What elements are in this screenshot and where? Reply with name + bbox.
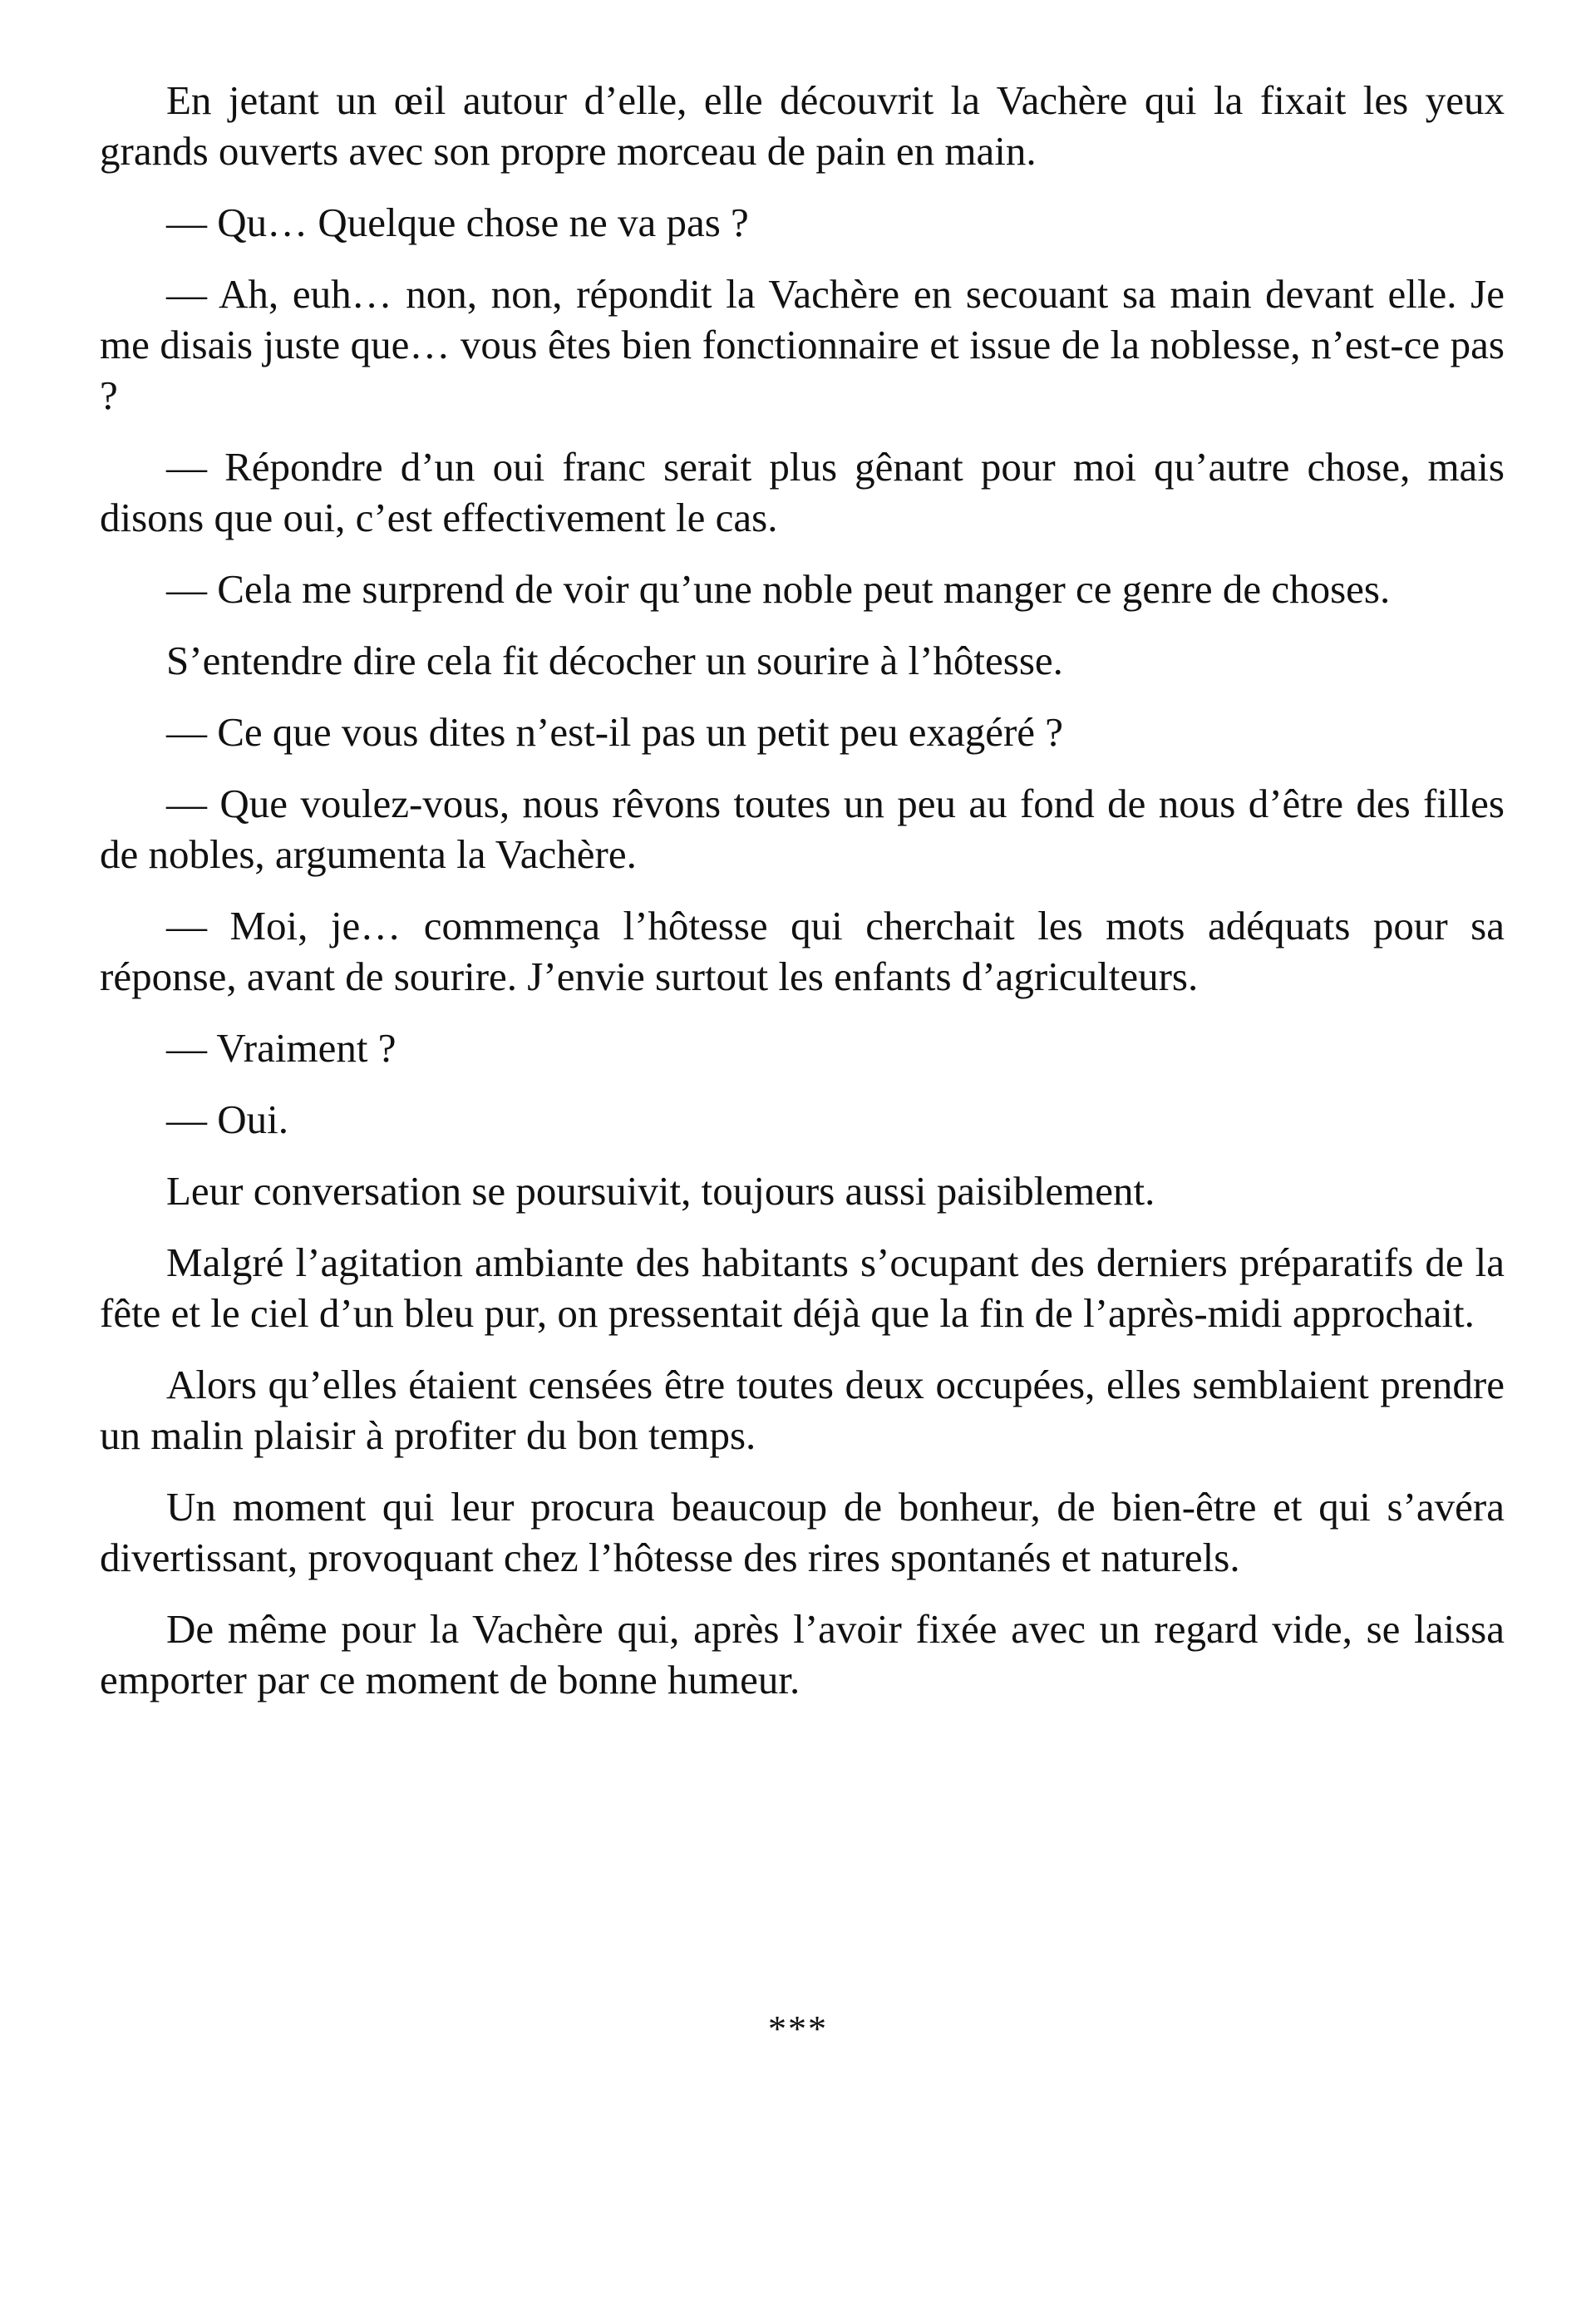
dialogue-line-5: — Cela me surprend de voir qu’une noble peut manger ce genre de choses. (166, 566, 1391, 612)
paragraph-13: Malgré l’agitation ambiante des habitants s’ocupant des derniers préparatifs de la fête et le ciel d’un bleu pur, on pressentait déjà que la fin de l’après-midi approchait. (100, 1239, 1505, 1336)
dialogue-line-4: — Répondre d’un oui franc serait plus gênant pour moi qu’autre chose, mais disons que oui, c’est effectivement le cas. (100, 444, 1505, 540)
dialogue-line-10: — Vraiment ? (166, 1025, 397, 1071)
dialogue-line-7: — Ce que vous dites n’est-il pas un petit peu exagéré ? (166, 709, 1064, 755)
dialogue-line-3: — Ah, euh… non, non, répondit la Vachère en secouant sa main devant elle. Je me disais juste que… vous êtes bien fonctionnaire et issue de la noblesse, n’est-ce pas ? (100, 271, 1505, 418)
paragraph-6: S’entendre dire cela fit décocher un sourire à l’hôtesse. (166, 638, 1063, 683)
dialogue-line-8: — Que voulez-vous, nous rêvons toutes un peu au fond de nous d’être des filles de nobles, argumenta la Vachère. (100, 781, 1505, 877)
dialogue-line-2: — Qu… Quelque chose ne va pas ? (166, 200, 749, 245)
scene-separator: *** (768, 2008, 828, 2049)
paragraph-15: Un moment qui leur procura beaucoup de bonheur, de bien-être et qui s’avéra divertissant, provoquant chez l’hôtesse des rires spontanés et naturels. (100, 1484, 1505, 1580)
paragraph-16: De même pour la Vachère qui, après l’avoir fixée avec un regard vide, se laissa emporter par ce moment de bonne humeur. (100, 1606, 1505, 1702)
paragraph-1: En jetant un œil autour d’elle, elle découvrit la Vachère qui la fixait les yeux grands ouverts avec son propre morceau de pain en main. (100, 77, 1505, 174)
paragraph-14: Alors qu’elles étaient censées être toutes deux occupées, elles semblaient prendre un malin plaisir à profiter du bon temps. (100, 1362, 1505, 1458)
page-body (100, 75, 1505, 1726)
dialogue-line-11: — Oui. (166, 1096, 288, 1142)
paragraph-12: Leur conversation se poursuivit, toujours aussi paisiblement. (166, 1168, 1155, 1214)
dialogue-line-9: — Moi, je… commença l’hôtesse qui cherchait les mots adéquats pour sa réponse, avant de sourire. J’envie surtout les enfants d’agriculteurs. (100, 903, 1505, 999)
